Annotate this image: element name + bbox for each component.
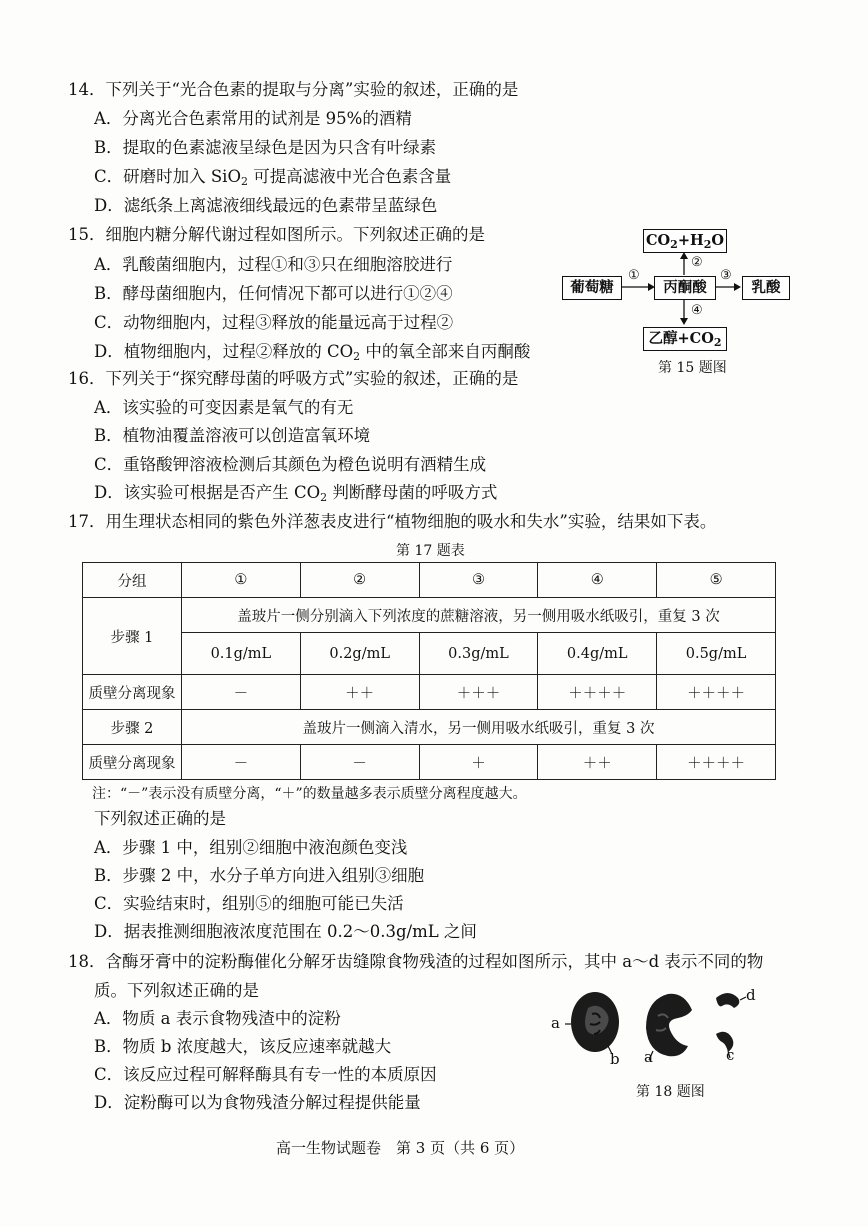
q17-option-b: B．步骤 2 中，水分子单方向进入组别③细胞 — [94, 866, 425, 885]
q16-option-d: D．该实验可根据是否产生 $CO_2$ 判断酵母菌的呼吸方式 — [94, 483, 498, 504]
result-cell: ＋＋ — [538, 745, 657, 780]
label-d: d — [746, 986, 756, 1004]
q14-option-a: A．分离光合色素常用的试剂是 95%的酒精 — [94, 109, 412, 128]
result-cell: ＋ — [419, 745, 538, 780]
q17-option-d: D．据表推测细胞液浓度范围在 0.2～0.3g/mL 之间 — [94, 922, 477, 941]
q16-option-a: A．该实验的可变因素是氧气的有无 — [94, 398, 354, 417]
node-ethanol-co2: 乙醇$+CO_2$ — [643, 327, 727, 351]
result-cell: － — [182, 745, 301, 780]
q16-stem: 16．下列关于“探究酵母菌的呼吸方式”实验的叙述，正确的是 — [68, 369, 519, 388]
page-footer: 高一生物试题卷 第 3 页（共 6 页） — [276, 1139, 525, 1157]
q17-ask: 下列叙述正确的是 — [94, 809, 226, 828]
concentration-cell: 0.3g/mL — [419, 633, 538, 675]
q14-stem: 14．下列关于“光合色素的提取与分离”实验的叙述，正确的是 — [68, 80, 519, 99]
row-label-cell: 质壁分离现象 — [83, 745, 182, 780]
table-header-cell: ② — [300, 563, 419, 598]
step2-label-cell: 步骤 2 — [83, 710, 182, 745]
q15-stem: 15．细胞内糖分解代谢过程如图所示。下列叙述正确的是 — [68, 225, 485, 244]
step1-label-cell: 步骤 1 — [83, 598, 182, 675]
table-17-caption: 第 17 题表 — [396, 543, 465, 559]
result-cell: － — [182, 675, 301, 710]
q18-option-b: B．物质 b 浓度越大，该反应速率就越大 — [94, 1037, 392, 1056]
result-cell: ＋＋ — [300, 675, 419, 710]
table-header-cell: 分组 — [83, 563, 182, 598]
label-b: b — [610, 1050, 620, 1068]
table-header-cell: ⑤ — [657, 563, 776, 598]
table-header-cell: ③ — [419, 563, 538, 598]
q14-option-c: C．研磨时加入 SiO$_2$ 可提高滤液中光合色素含量 — [94, 167, 452, 188]
node-lactic-acid: 乳酸 — [742, 276, 790, 300]
table-row — [83, 675, 776, 710]
q14-option-b: B．提取的色素滤液呈绿色是因为只含有叶绿素 — [94, 138, 437, 157]
step-1-label: ① — [628, 268, 640, 283]
step-4-label: ④ — [691, 303, 703, 318]
figure-18-enzyme — [548, 986, 788, 1076]
step1-instruction-cell: 盖玻片一侧分别滴入下列浓度的蔗糖溶液，另一侧用吸水纸吸引，重复 3 次 — [182, 598, 776, 633]
concentration-cell: 0.1g/mL — [182, 633, 301, 675]
q18-stem-line2: 质。下列叙述正确的是 — [94, 981, 259, 1000]
step2-instruction-cell: 盖玻片一侧滴入清水，另一侧用吸水纸吸引，重复 3 次 — [182, 710, 776, 745]
q15-option-b: B．酵母菌细胞内，任何情况下都可以进行①②④ — [94, 284, 453, 303]
q18-option-c: C．该反应过程可解释酶具有专一性的本质原因 — [94, 1065, 437, 1084]
q18-option-a: A．物质 a 表示食物残渣中的淀粉 — [94, 1009, 341, 1028]
figure-18-caption: 第 18 题图 — [636, 1084, 705, 1100]
q15-option-a: A．乳酸菌细胞内，过程①和③只在细胞溶胶进行 — [94, 255, 453, 274]
table-row — [83, 710, 776, 745]
table-row — [83, 598, 776, 633]
table-row — [83, 633, 776, 675]
result-cell: ＋＋＋＋ — [657, 745, 776, 780]
concentration-cell: 0.5g/mL — [657, 633, 776, 675]
node-co2-h2o: $CO_2+H_2O$ — [643, 229, 727, 253]
concentration-cell: 0.4g/mL — [538, 633, 657, 675]
table-header-row — [83, 563, 776, 598]
row-label-cell: 质壁分离现象 — [83, 675, 182, 710]
result-cell: ＋＋＋＋ — [538, 675, 657, 710]
result-cell: － — [300, 745, 419, 780]
q16-option-c: C．重铬酸钾溶液检测后其颜色为橙色说明有酒精生成 — [94, 455, 487, 474]
q15-option-d: D．植物细胞内，过程②释放的 $CO_2$ 中的氧全部来自丙酮酸 — [94, 342, 531, 363]
enzyme-substrate-complex — [565, 992, 619, 1054]
q14-option-d: D．滤纸条上离滤液细线最远的色素带呈蓝绿色 — [94, 196, 438, 215]
label-c: c — [726, 1046, 735, 1064]
table-header-cell: ④ — [538, 563, 657, 598]
q18-option-d: D．淀粉酶可以为食物残渣分解过程提供能量 — [94, 1093, 421, 1112]
table-header-cell: ① — [182, 563, 301, 598]
result-cell: ＋＋＋ — [419, 675, 538, 710]
result-cell: ＋＋＋＋ — [657, 675, 776, 710]
q16-option-b: B．植物油覆盖溶液可以创造富氧环境 — [94, 426, 371, 445]
label-a-right: a — [644, 1048, 653, 1066]
table-17-note: 注：“－”表示没有质壁分离，“＋”的数量越多表示质壁分离程度越大。 — [92, 786, 527, 802]
q17-stem: 17．用生理状态相同的紫色外洋葱表皮进行“植物细胞的吸水和失水”实验，结果如下表。 — [68, 512, 717, 531]
q18-stem-line1: 18．含酶牙膏中的淀粉酶催化分解牙齿缝隙食物残渣的过程如图所示，其中 a～d 表示不同的物 — [68, 952, 764, 971]
step-3-label: ③ — [720, 268, 732, 283]
node-glucose: 葡萄糖 — [562, 276, 622, 300]
step-2-label: ② — [691, 255, 703, 270]
label-a-left: a — [551, 1014, 560, 1032]
q17-option-a: A．步骤 1 中，组别②细胞中液泡颜色变浅 — [94, 838, 408, 857]
table-17 — [82, 562, 776, 780]
figure-15-pathway — [560, 226, 800, 376]
table-row — [83, 745, 776, 780]
concentration-cell: 0.2g/mL — [300, 633, 419, 675]
node-pyruvate: 丙酮酸 — [654, 276, 716, 300]
q17-option-c: C．实验结束时，组别⑤的细胞可能已失活 — [94, 894, 404, 913]
figure-15-caption: 第 15 题图 — [658, 360, 727, 376]
q15-option-c: C．动物细胞内，过程③释放的能量远高于过程② — [94, 313, 454, 332]
